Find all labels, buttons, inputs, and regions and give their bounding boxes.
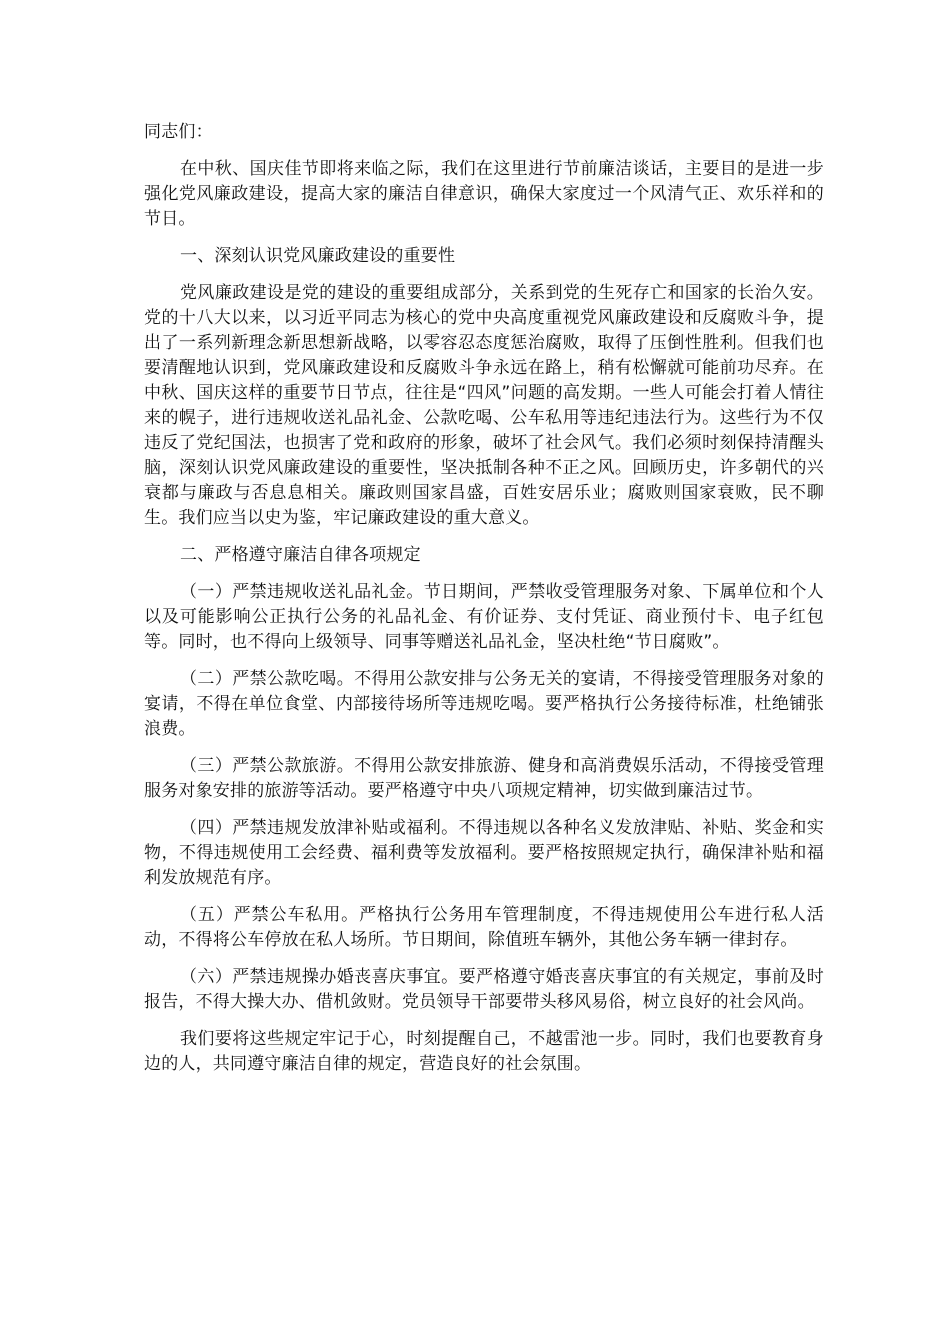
section-heading-1: 一、深刻认识党风廉政建设的重要性 bbox=[180, 246, 456, 266]
section-heading-2: 二、严格遵守廉洁自律各项规定 bbox=[180, 545, 421, 565]
rule-paragraph-1: （一）严禁违规收送礼品礼金。节日期间，严禁收受管理服务对象、下属单位和个人以及可能影响公正执行公务的礼品礼金、有价证券、支付凭证、商业预付卡、电子红包等。同时，也不得向上级领导、同事等赠送礼品礼金，坚决杜绝“节日腐败”。 bbox=[144, 582, 824, 652]
rule-paragraph-4: （四）严禁违规发放津补贴或福利。不得违规以各种名义发放津贴、补贴、奖金和实物，不得违规使用工会经费、福利费等发放福利。要严格按照规定执行，确保津补贴和福利发放规范有序。 bbox=[144, 818, 824, 888]
greeting: 同志们： bbox=[144, 122, 213, 142]
rule-paragraph-6: （六）严禁违规操办婚丧喜庆事宜。要严格遵守婚丧喜庆事宜的有关规定，事前及时报告，不得大操大办、借机敛财。党员领导干部要带头移风易俗，树立良好的社会风尚。 bbox=[144, 967, 824, 1012]
document-body bbox=[144, 120, 824, 1089]
section-1-paragraph: 党风廉政建设是党的建设的重要组成部分，关系到党的生死存亡和国家的长治久安。党的十八大以来，以习近平同志为核心的党中央高度重视党风廉政建设和反腐败斗争，提出了一系列新理念新思想新战略，以零容忍态度惩治腐败，取得了压倒性胜利。但我们也要清醒地认识到，党风廉政建设和反腐败斗争永远在路上，稍有松懈就可能前功尽弃。在中秋、国庆这样的重要节日节点，往往是“四风”问题的高发期。一些人可能会打着人情往来的幌子，进行违规收送礼品礼金、公款吃喝、公车私用等违纪违法行为。这些行为不仅违反了党纪国法，也损害了党和政府的形象，破坏了社会风气。我们必须时刻保持清醒头脑，深刻认识党风廉政建设的重要性，坚决抵制各种不正之风。回顾历史，许多朝代的兴衰都与廉政与否息息相关。廉政则国家昌盛，百姓安居乐业；腐败则国家衰败，民不聊生。我们应当以史为鉴，牢记廉政建设的重大意义。 bbox=[144, 283, 824, 528]
intro-paragraph: 在中秋、国庆佳节即将来临之际，我们在这里进行节前廉洁谈话，主要目的是进一步强化党风廉政建设，提高大家的廉洁自律意识，确保大家度过一个风清气正、欢乐祥和的节日。 bbox=[144, 159, 824, 229]
closing-paragraph: 我们要将这些规定牢记于心，时刻提醒自己，不越雷池一步。同时，我们也要教育身边的人，共同遵守廉洁自律的规定，营造良好的社会氛围。 bbox=[144, 1029, 824, 1074]
rule-paragraph-3: （三）严禁公款旅游。不得用公款安排旅游、健身和高消费娱乐活动，不得接受管理服务对象安排的旅游等活动。要严格遵守中央八项规定精神，切实做到廉洁过节。 bbox=[144, 756, 824, 801]
rule-paragraph-5: （五）严禁公车私用。严格执行公务用车管理制度，不得违规使用公车进行私人活动，不得将公车停放在私人场所。节日期间，除值班车辆外，其他公务车辆一律封存。 bbox=[144, 905, 824, 950]
rule-paragraph-2: （二）严禁公款吃喝。不得用公款安排与公务无关的宴请，不得接受管理服务对象的宴请，不得在单位食堂、内部接待场所等违规吃喝。要严格执行公务接待标准，杜绝铺张浪费。 bbox=[144, 669, 824, 739]
